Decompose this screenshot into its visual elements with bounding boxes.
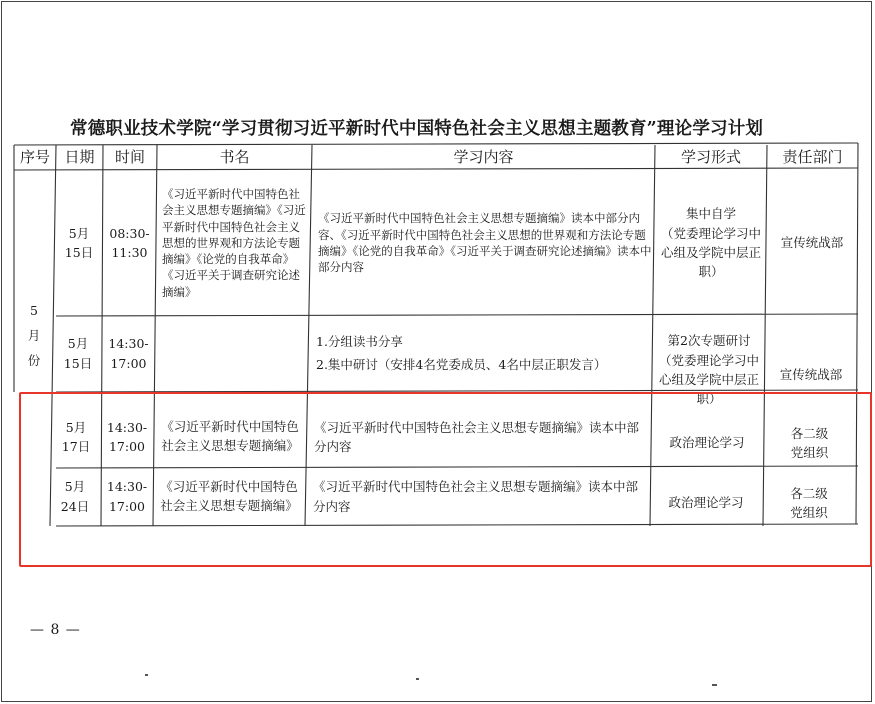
row2-book — [158, 317, 308, 390]
scan-speck — [416, 678, 419, 680]
row4-content: 《习近平新时代中国特色社会主义思想专题摘编》读本中部分内容 — [313, 479, 639, 514]
scan-speck — [145, 674, 148, 676]
row4-dept: 各二级 党组织 — [790, 485, 828, 520]
row1-form: 集中自学 （党委理论学习中心组及学院中层正职） — [660, 206, 761, 280]
row1-dept: 宣传统战部 — [780, 235, 844, 251]
row1-date: 5月 15日 — [64, 225, 94, 260]
row4-time: 14:30- 17:00 — [106, 479, 148, 514]
row4-form: 政治理论学习 — [668, 495, 744, 511]
row2-dept: 宣传统战部 — [779, 367, 843, 383]
row3-dept: 各二级 党组织 — [790, 425, 829, 460]
highlight-box — [19, 392, 872, 567]
row1-time: 08:30- 11:30 — [109, 225, 150, 260]
row4-date: 5月 24日 — [60, 479, 90, 514]
row2-date: 5月 15日 — [63, 336, 93, 371]
header-form: 学习形式 — [680, 148, 741, 167]
header-index: 序号 — [19, 148, 50, 167]
row2-content: 1.分组读书分享 2.集中研讨（安排4名党委成员、4名中层正职发言） — [316, 334, 607, 372]
row3-content: 《习近平新时代中国特色社会主义思想专题摘编》读本中部分内容 — [314, 419, 640, 454]
row3-book: 《习近平新时代中国特色社会主义思想专题摘编》 — [161, 418, 299, 453]
row1-content: 《习近平新时代中国特色社会主义思想专题摘编》读本中部分内容、《习近平新时代中国特色社会主义思想的世界观和方法论专题摘编》《论党的自我革命》《习近平关于调查研究论述摘编》读本中部分内容 — [318, 211, 652, 275]
row3-date: 5月 17日 — [61, 419, 91, 454]
header-date: 日期 — [64, 148, 95, 167]
row2-time: 14:30- 17:00 — [108, 336, 149, 371]
row3-form: 政治理论学习 — [669, 435, 745, 451]
scan-speck — [712, 684, 717, 686]
row3-time: 14:30- 17:00 — [106, 419, 148, 454]
document-title: 常德职业技术学院“学习贯彻习近平新时代中国特色社会主义思想主题教育”理论学习计划 — [70, 119, 764, 139]
row2-form: 第2次专题研讨 （党委理论学习中心组及学院中层正职） — [658, 333, 759, 407]
header-dept: 责任部门 — [782, 148, 843, 167]
page-number: — 8 — — [30, 622, 81, 638]
month-label: 5 月 份 — [27, 302, 41, 368]
header-book: 书名 — [219, 148, 250, 167]
header-time: 时间 — [114, 148, 145, 167]
header-content: 学习内容 — [453, 148, 514, 167]
row4-book: 《习近平新时代中国特色社会主义思想专题摘编》 — [160, 478, 298, 513]
row1-book: 《习近平新时代中国特色社会主义思想专题摘编》《习近平新时代中国特色社会主义思想的世界观和方法论专题摘编》《论党的自我革命》《习近平关于调查研究论述摘编》 — [162, 186, 306, 299]
